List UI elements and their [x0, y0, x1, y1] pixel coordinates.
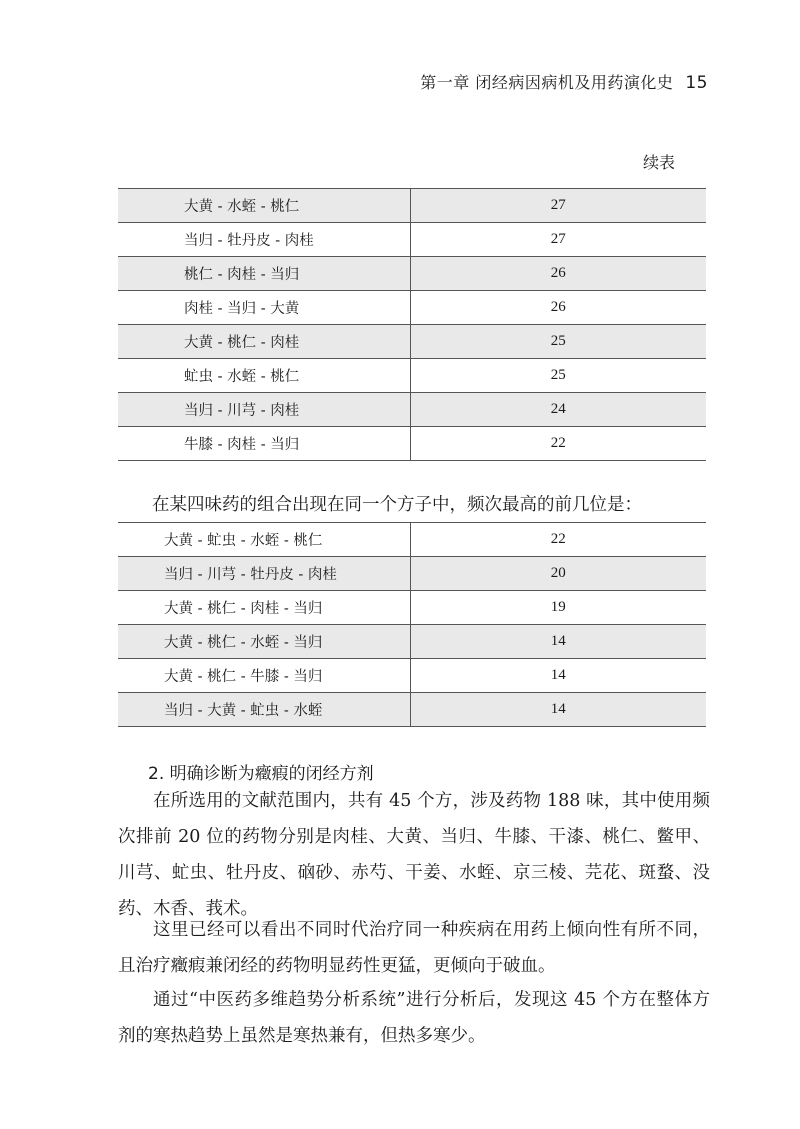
- combination-cell: 当归 - 大黄 - 虻虫 - 水蛭: [118, 693, 410, 727]
- table-row: [118, 291, 706, 325]
- frequency-cell: 26: [410, 291, 706, 325]
- table-continued-label: 续表: [642, 153, 675, 172]
- frequency-cell: 19: [410, 591, 706, 625]
- combination-cell: 当归 - 川芎 - 牡丹皮 - 肉桂: [118, 557, 410, 591]
- body-paragraph: 这里已经可以看出不同时代治疗同一种疾病在用药上倾向性有所不同，且治疗癥瘕兼闭经的药物明显药性更猛，更倾向于破血。: [118, 920, 710, 976]
- combination-cell: 肉桂 - 当归 - 大黄: [118, 291, 410, 325]
- four-herb-intro: 在某四味药的组合出现在同一个方子中，频次最高的前几位是：: [152, 495, 642, 515]
- table-row: [118, 257, 706, 291]
- combination-cell: 大黄 - 桃仁 - 肉桂: [118, 325, 410, 359]
- body-paragraph: 在所选用的文献范围内，共有 45 个方，涉及药物 188 味，其中使用频次排前 20 位的药物分别是肉桂、大黄、当归、牛膝、干漆、桃仁、鳖甲、川芎、虻虫、牡丹皮、硇砂、赤芍、干姜、水蛭、京三棱、芫花、斑蝥、没药、木香、莪术。: [118, 791, 710, 919]
- table-row: [118, 223, 706, 257]
- frequency-cell: 25: [410, 359, 706, 393]
- three-herb-combination-table: [118, 188, 706, 461]
- combination-cell: 当归 - 牡丹皮 - 肉桂: [118, 223, 410, 257]
- frequency-cell: 26: [410, 257, 706, 291]
- section-heading: 2. 明确诊断为癥瘕的闭经方剂: [148, 764, 374, 784]
- combination-cell: 大黄 - 水蛭 - 桃仁: [118, 189, 410, 223]
- combination-cell: 大黄 - 虻虫 - 水蛭 - 桃仁: [118, 523, 410, 557]
- running-header: [420, 70, 708, 93]
- frequency-cell: 22: [410, 427, 706, 461]
- table-row: [118, 189, 706, 223]
- table-row: [118, 625, 706, 659]
- body-paragraph: 通过“中医药多维趋势分析系统”进行分析后，发现这 45 个方在整体方剂的寒热趋势上虽然是寒热兼有，但热多寒少。: [118, 990, 710, 1046]
- chapter-title: 第一章 闭经病因病机及用药演化史: [420, 73, 674, 92]
- frequency-cell: 14: [410, 693, 706, 727]
- page-number: 15: [685, 73, 708, 93]
- frequency-cell: 14: [410, 625, 706, 659]
- table-row: [118, 523, 706, 557]
- four-herb-combination-table: [118, 522, 706, 727]
- combination-cell: 大黄 - 桃仁 - 牛膝 - 当归: [118, 659, 410, 693]
- combination-cell: 大黄 - 桃仁 - 水蛭 - 当归: [118, 625, 410, 659]
- table-row: [118, 325, 706, 359]
- combination-cell: 桃仁 - 肉桂 - 当归: [118, 257, 410, 291]
- combination-cell: 虻虫 - 水蛭 - 桃仁: [118, 359, 410, 393]
- frequency-cell: 27: [410, 189, 706, 223]
- frequency-cell: 14: [410, 659, 706, 693]
- combination-cell: 牛膝 - 肉桂 - 当归: [118, 427, 410, 461]
- table-row: [118, 591, 706, 625]
- table-row: [118, 659, 706, 693]
- table-row: [118, 557, 706, 591]
- frequency-cell: 25: [410, 325, 706, 359]
- frequency-cell: 27: [410, 223, 706, 257]
- table-row: [118, 693, 706, 727]
- frequency-cell: 20: [410, 557, 706, 591]
- frequency-cell: 24: [410, 393, 706, 427]
- frequency-cell: 22: [410, 523, 706, 557]
- combination-cell: 大黄 - 桃仁 - 肉桂 - 当归: [118, 591, 410, 625]
- table-row: [118, 359, 706, 393]
- table-row: [118, 427, 706, 461]
- table-row: [118, 393, 706, 427]
- combination-cell: 当归 - 川芎 - 肉桂: [118, 393, 410, 427]
